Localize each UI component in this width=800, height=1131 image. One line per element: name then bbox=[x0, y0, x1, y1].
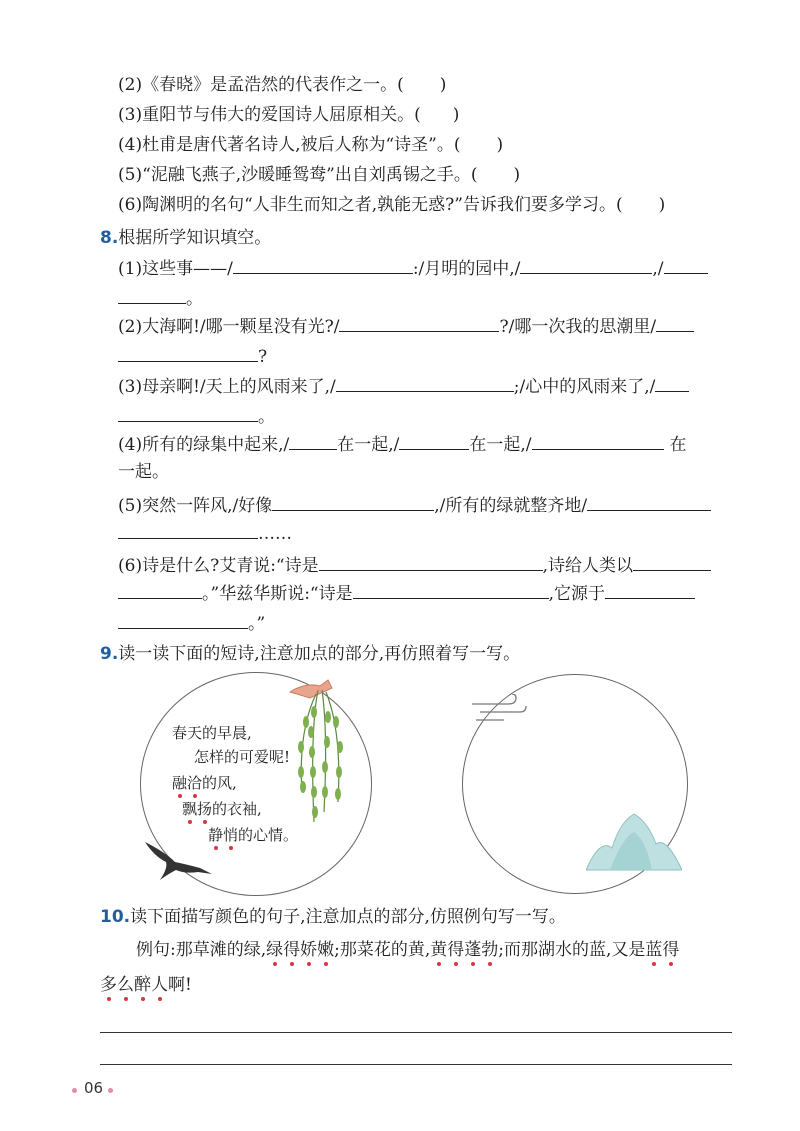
page-number: 06 bbox=[84, 1079, 104, 1097]
fill-blank[interactable] bbox=[655, 373, 689, 392]
fill-blank[interactable] bbox=[587, 492, 711, 511]
dotted-phrase bbox=[266, 940, 334, 960]
dotted-char: 勃 bbox=[481, 940, 499, 960]
dotted-char: 得 bbox=[283, 940, 301, 960]
fill-blank[interactable] bbox=[272, 492, 434, 511]
poem-line-4: 飘扬的衣袖, bbox=[182, 800, 262, 818]
dotted-char: 蓬 bbox=[464, 940, 482, 960]
fill-blank[interactable] bbox=[633, 552, 711, 571]
fill-blank[interactable] bbox=[118, 520, 258, 539]
q8-item-1-cont: 。 bbox=[118, 285, 203, 311]
fill-blank[interactable] bbox=[532, 431, 664, 450]
fill-blank[interactable] bbox=[118, 285, 186, 304]
dotted-char: 醉 bbox=[134, 975, 151, 995]
poem-line-2: 怎样的可爱呢! bbox=[194, 748, 291, 766]
judge-item-4: (4)杜甫是唐代著名诗人,被后人称为“诗圣”。( ) bbox=[118, 135, 504, 155]
fill-blank[interactable] bbox=[233, 255, 413, 274]
fill-blank[interactable] bbox=[664, 255, 708, 274]
q8-number: 8. bbox=[100, 228, 119, 248]
fill-blank[interactable] bbox=[520, 255, 652, 274]
q8-heading bbox=[100, 226, 271, 250]
fill-blank[interactable] bbox=[605, 580, 695, 599]
dotted-char: 多 bbox=[100, 975, 117, 995]
judge-item-6: (6)陶渊明的名句“人非生而知之者,孰能无惑?”告诉我们要多学习。( ) bbox=[118, 195, 666, 215]
q8-item-4-cont: 一起。 bbox=[118, 462, 169, 482]
dotted-phrase bbox=[645, 940, 679, 960]
q10-example-line-1: 例句:那草滩的绿,绿得娇嫩;那菜花的黄,黄得蓬勃;而那湖水的蓝,又是蓝得 bbox=[136, 940, 680, 960]
footer-dot-left bbox=[72, 1088, 77, 1093]
q10-number: 10. bbox=[100, 907, 131, 927]
dotted-char: 得 bbox=[447, 940, 465, 960]
judge-item-2: (2)《春晓》是孟浩然的代表作之一。( ) bbox=[118, 75, 447, 95]
fill-blank[interactable] bbox=[353, 580, 549, 599]
q9-number: 9. bbox=[100, 644, 119, 664]
poem-line-3: 融洽的风, bbox=[172, 774, 237, 792]
fill-blank[interactable] bbox=[118, 403, 258, 422]
fill-blank[interactable] bbox=[118, 610, 248, 629]
q10-heading bbox=[100, 905, 566, 929]
q8-item-4: (4)所有的绿集中起来,/ 在一起,/ 在一起,/ 在 bbox=[118, 431, 687, 457]
q8-item-6-cont2: 。” bbox=[118, 610, 265, 636]
dotted-char: 悄 bbox=[223, 826, 239, 844]
fill-blank[interactable] bbox=[118, 343, 258, 362]
dotted-char: 洽 bbox=[187, 774, 203, 792]
poem-line-1: 春天的早晨, bbox=[172, 724, 252, 742]
q8-item-1: (1)这些事——/ :/月明的园中,/ ,/ bbox=[118, 255, 708, 281]
cloud-swirl-illustration bbox=[468, 694, 528, 724]
q10-example-line-2: 多么醉人啊! bbox=[100, 975, 192, 995]
dotted-char: 娇 bbox=[300, 940, 318, 960]
poem-line-5: 静悄的心情。 bbox=[208, 826, 299, 844]
dotted-char: 蓝 bbox=[645, 940, 663, 960]
dotted-phrase bbox=[430, 940, 498, 960]
dotted-char: 扬 bbox=[197, 800, 213, 818]
q9-heading bbox=[100, 642, 520, 666]
q8-item-3: (3)母亲啊!/天上的风雨来了,/ ;/心中的风雨来了,/ bbox=[118, 373, 689, 399]
fill-blank[interactable] bbox=[319, 552, 543, 571]
dotted-char: 绿 bbox=[266, 940, 284, 960]
mountain-illustration bbox=[586, 808, 682, 872]
fill-blank[interactable] bbox=[399, 431, 469, 450]
footer-dot-right bbox=[108, 1088, 113, 1093]
dotted-char: 飘 bbox=[182, 800, 198, 818]
willow-branch-illustration bbox=[280, 672, 370, 832]
dotted-char: 静 bbox=[208, 826, 224, 844]
dotted-char: 人 bbox=[151, 975, 168, 995]
q8-item-5: (5)突然一阵风,/好像 ,/所有的绿就整齐地/ bbox=[118, 492, 711, 518]
judge-item-3: (3)重阳节与伟大的爱国诗人屈原相关。( ) bbox=[118, 105, 460, 125]
q8-item-6-cont: 。”华兹华斯说:“诗是 ,它源于 bbox=[118, 580, 695, 606]
q8-item-3-cont: 。 bbox=[118, 403, 275, 429]
dotted-char: 黄 bbox=[430, 940, 448, 960]
q10-title: 读下面描写颜色的句子,注意加点的部分,仿照例句写一写。 bbox=[130, 907, 566, 927]
answer-line[interactable] bbox=[100, 1032, 732, 1033]
fill-blank[interactable] bbox=[118, 580, 202, 599]
q8-item-5-cont: …… bbox=[118, 520, 292, 546]
judge-item-5: (5)“泥融飞燕子,沙暖睡鸳鸯”出自刘禹锡之手。( ) bbox=[118, 165, 521, 185]
q8-item-2-cont: ? bbox=[118, 343, 267, 369]
q8-item-2: (2)大海啊!/哪一颗星没有光?/ ?/哪一次我的思潮里/ bbox=[118, 313, 694, 339]
answer-line[interactable] bbox=[100, 1064, 732, 1065]
q9-title: 读一读下面的短诗,注意加点的部分,再仿照着写一写。 bbox=[118, 644, 521, 664]
dotted-char: 么 bbox=[117, 975, 134, 995]
dotted-phrase bbox=[100, 975, 168, 995]
dotted-char: 得 bbox=[662, 940, 680, 960]
dotted-char: 嫩 bbox=[317, 940, 335, 960]
fill-blank[interactable] bbox=[336, 373, 514, 392]
fill-blank[interactable] bbox=[339, 313, 499, 332]
q8-title: 根据所学知识填空。 bbox=[118, 228, 272, 248]
fill-blank[interactable] bbox=[656, 313, 694, 332]
fill-blank[interactable] bbox=[289, 431, 337, 450]
q8-item-6: (6)诗是什么?艾青说:“诗是 ,诗给人类以 bbox=[118, 552, 711, 578]
dotted-char: 融 bbox=[172, 774, 188, 792]
